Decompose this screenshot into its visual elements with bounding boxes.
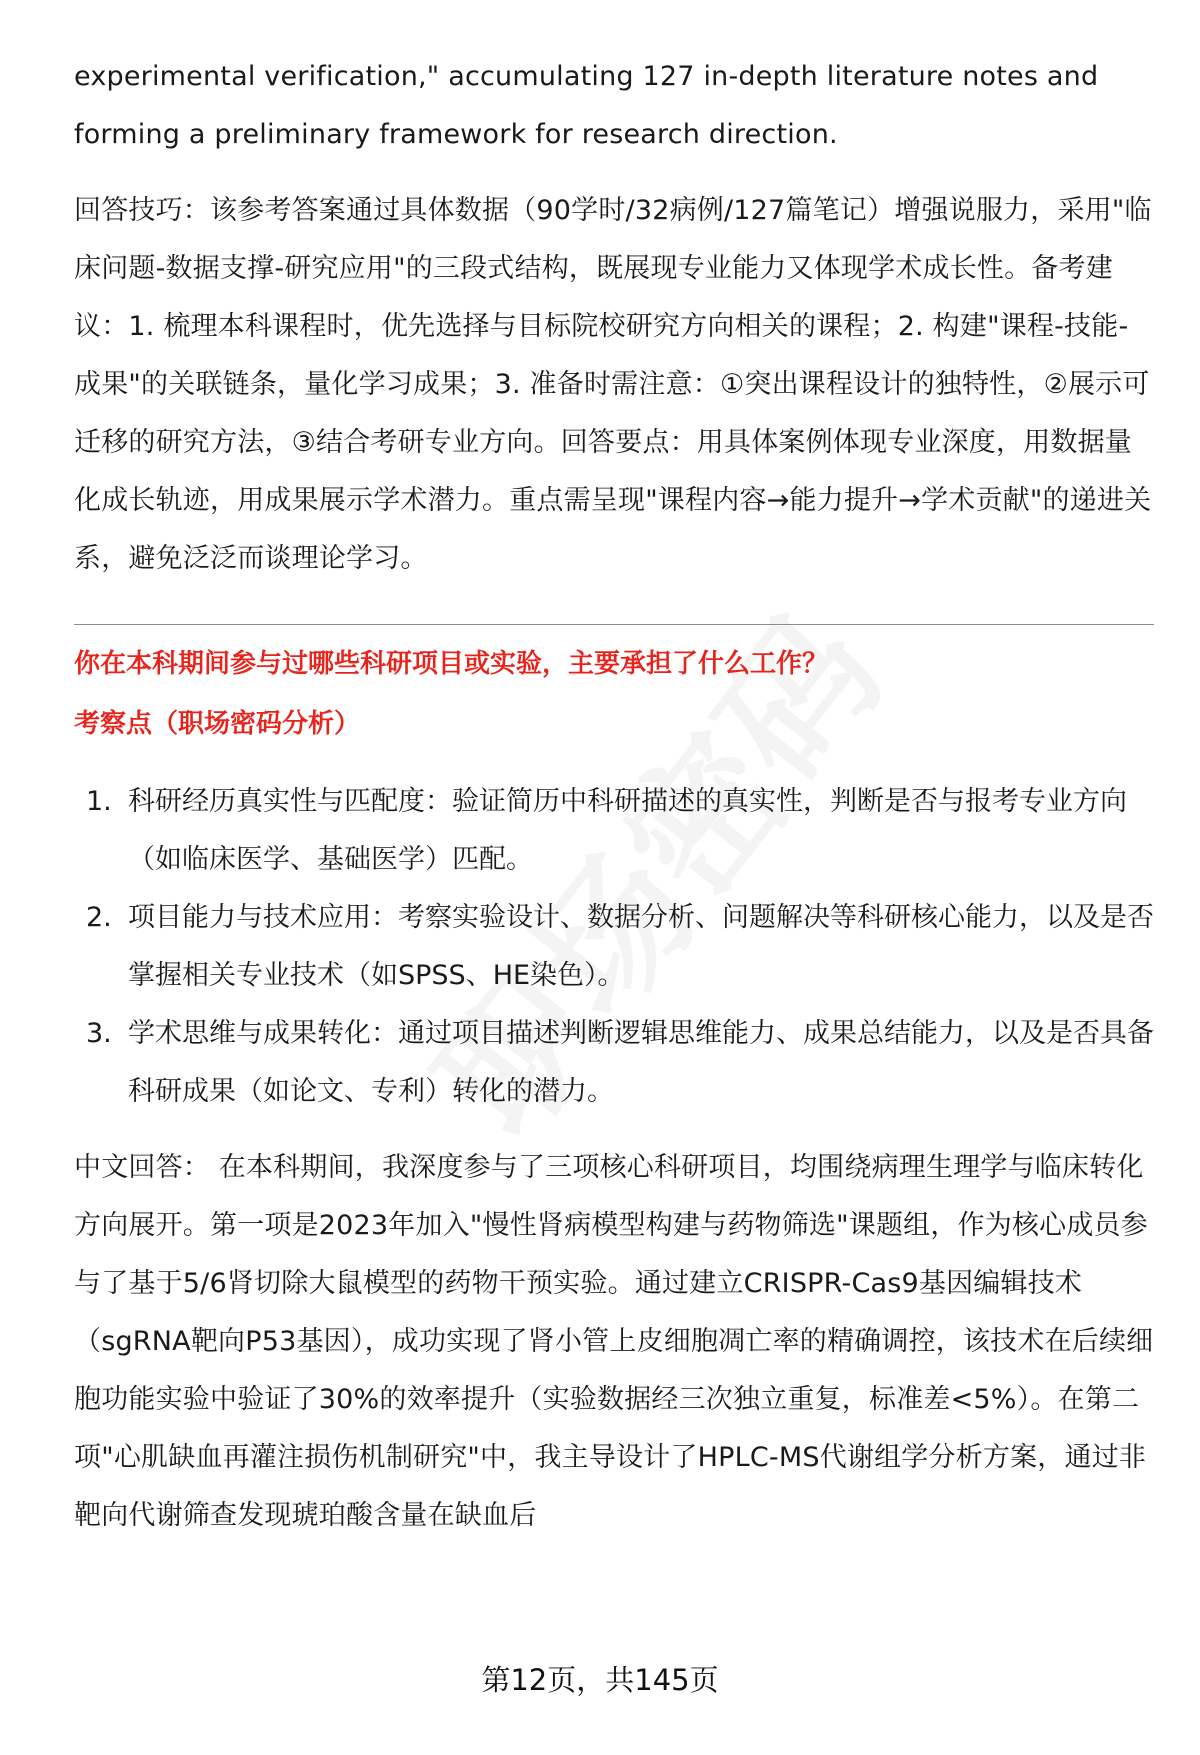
answer-paragraph: 中文回答： 在本科期间，我深度参与了三项核心科研项目，均围绕病理生理学与临床转化方向展开。第一项是2023年加入"慢性肾病模型构建与药物筛选"课题组，作为核心成员参与了基于5/6肾切除大鼠模型的药物干预实验。通过建立CRISPR-Cas9基因编辑技术（sgRNA靶向P53基因），成功实现了肾小管上皮细胞凋亡率的精确调控，该技术在后续细胞功能实验中验证了30%的效率提升（实验数据经三次独立重复，标准差<5%）。在第二项"心肌缺血再灌注损伤机制研究"中，我主导设计了HPLC-MS代谢组学分析方案，通过非靶向代谢筛查发现琥珀酸含量在缺血后 xyxy=(74,1152,1154,1531)
intro-line-2: forming a preliminary framework for research direction. xyxy=(74,119,838,150)
list-text: 项目能力与技术应用：考察实验设计、数据分析、问题解决等科研核心能力，以及是否掌握相关专业技术（如SPSS、HE染色）。 xyxy=(128,902,1154,991)
tips-paragraph: 回答技巧：该参考答案通过具体数据（90学时/32病例/127篇笔记）增强说服力，采用"临床问题-数据支撑-研究应用"的三段式结构，既展现专业能力又体现学术成长性。备考建议：1. 梳理本科课程时，优先选择与目标院校研究方向相关的课程；2. 构建"课程-技能-成果"的关联链条，量化学习成果；3. 准备时需注意：①突出课程设计的独特性，②展示可迁移的研究方法，③结合考研专业方向。回答要点：用具体案例体现专业深度，用数据量化成长轨迹，用成果展示学术潜力。重点需呈现"课程内容→能力提升→学术贡献"的递进关系，避免泛泛而谈理论学习。 xyxy=(74,195,1152,574)
question-heading: 你在本科期间参与过哪些科研项目或实验，主要承担了什么工作？ xyxy=(74,649,829,679)
page-footer: 第12页，共145页 xyxy=(481,1663,719,1697)
list-text: 科研经历真实性与匹配度：验证简历中科研描述的真实性，判断是否与报考专业方向（如临床医学、基础医学）匹配。 xyxy=(128,786,1127,875)
intro-line-1: experimental verification," accumulating 127 in-depth literature notes and xyxy=(74,61,1099,92)
assessment-points-list xyxy=(74,773,1154,1121)
list-number: 3. xyxy=(86,1018,112,1049)
list-text: 学术思维与成果转化：通过项目描述判断逻辑思维能力、成果总结能力，以及是否具备科研成果（如论文、专利）转化的潜力。 xyxy=(128,1018,1154,1107)
list-item xyxy=(74,1005,1154,1121)
intro-paragraph xyxy=(74,48,1154,164)
assessment-subheading: 考察点（职场密码分析） xyxy=(74,709,361,739)
list-item xyxy=(74,889,1154,1005)
list-number: 2. xyxy=(86,902,112,933)
document-page xyxy=(74,48,1154,1545)
list-item xyxy=(74,773,1154,889)
list-number: 1. xyxy=(86,786,112,817)
